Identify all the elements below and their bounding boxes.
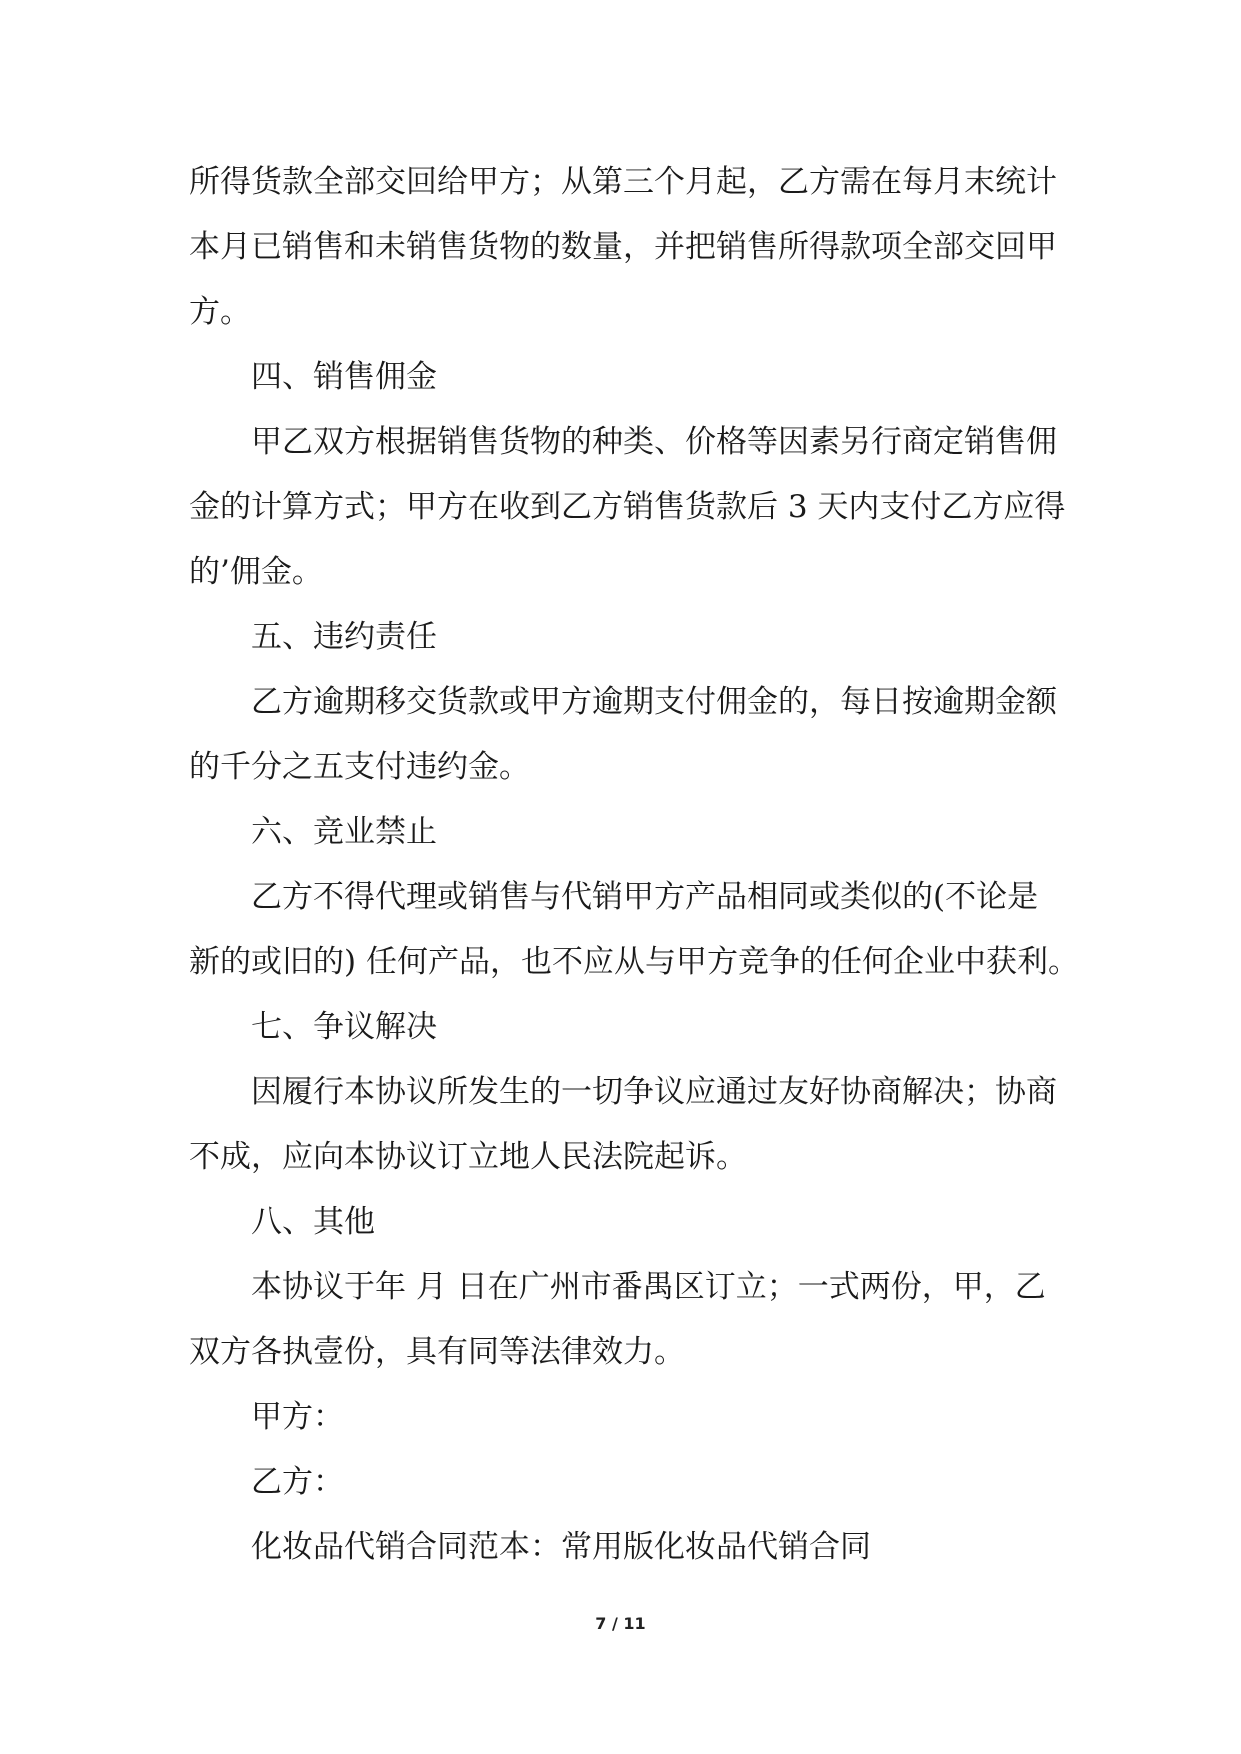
heading-text: 化妆品代销合同范本：常用版化妆品代销合同 (251, 1529, 871, 1565)
heading-text: 六、竞业禁止 (251, 814, 437, 850)
paragraph-payment-end (189, 150, 1059, 345)
heading-text: 四、销售佣金 (251, 359, 437, 395)
party-b-label: 乙方： (251, 1464, 344, 1500)
text-line: 本协议于年 月 日在广州市番禺区订立；一式两份，甲，乙 (251, 1269, 1046, 1305)
text-line: 方。 (189, 294, 251, 330)
text-line: 双方各执壹份，具有同等法律效力。 (189, 1334, 685, 1370)
text-line: 的’佣金。 (189, 554, 323, 590)
paragraph-dispute (189, 1060, 1059, 1190)
section-heading-non-compete (189, 800, 1059, 865)
text-line: 新的或旧的) 任何产品，也不应从与甲方竞争的任何企业中获利。 (189, 944, 1079, 980)
section-heading-dispute (189, 995, 1059, 1060)
heading-text: 八、其他 (251, 1204, 375, 1240)
text-line: 乙方逾期移交货款或甲方逾期支付佣金的，每日按逾期金额 (251, 684, 1057, 720)
section-heading-breach (189, 605, 1059, 670)
text-line: 的千分之五支付违约金。 (189, 749, 530, 785)
party-b-signature-line (189, 1450, 1059, 1515)
party-a-signature-line (189, 1385, 1059, 1450)
heading-text: 五、违约责任 (251, 619, 437, 655)
text-line: 本月已销售和未销售货物的数量，并把销售所得款项全部交回甲 (189, 229, 1057, 265)
section-heading-other (189, 1190, 1059, 1255)
next-section-title (189, 1515, 1059, 1580)
paragraph-non-compete (189, 865, 1079, 995)
text-line: 金的计算方式；甲方在收到乙方销售货款后 3 天内支付乙方应得 (189, 489, 1066, 525)
paragraph-commission (189, 410, 1066, 605)
text-line: 甲乙双方根据销售货物的种类、价格等因素另行商定销售佣 (251, 424, 1057, 460)
party-a-label: 甲方： (251, 1399, 344, 1435)
text-line: 所得货款全部交回给甲方；从第三个月起，乙方需在每月末统计 (189, 164, 1057, 200)
text-line: 不成，应向本协议订立地人民法院起诉。 (189, 1139, 747, 1175)
text-line: 乙方不得代理或销售与代销甲方产品相同或类似的(不论是 (251, 879, 1039, 915)
heading-text: 七、争议解决 (251, 1009, 437, 1045)
paragraph-other (189, 1255, 1059, 1385)
document-body (189, 150, 1079, 1580)
section-heading-commission (189, 345, 1059, 410)
paragraph-breach (189, 670, 1059, 800)
page-number: 7 / 11 (595, 1614, 646, 1633)
text-line: 因履行本协议所发生的一切争议应通过友好协商解决；协商 (251, 1074, 1057, 1110)
